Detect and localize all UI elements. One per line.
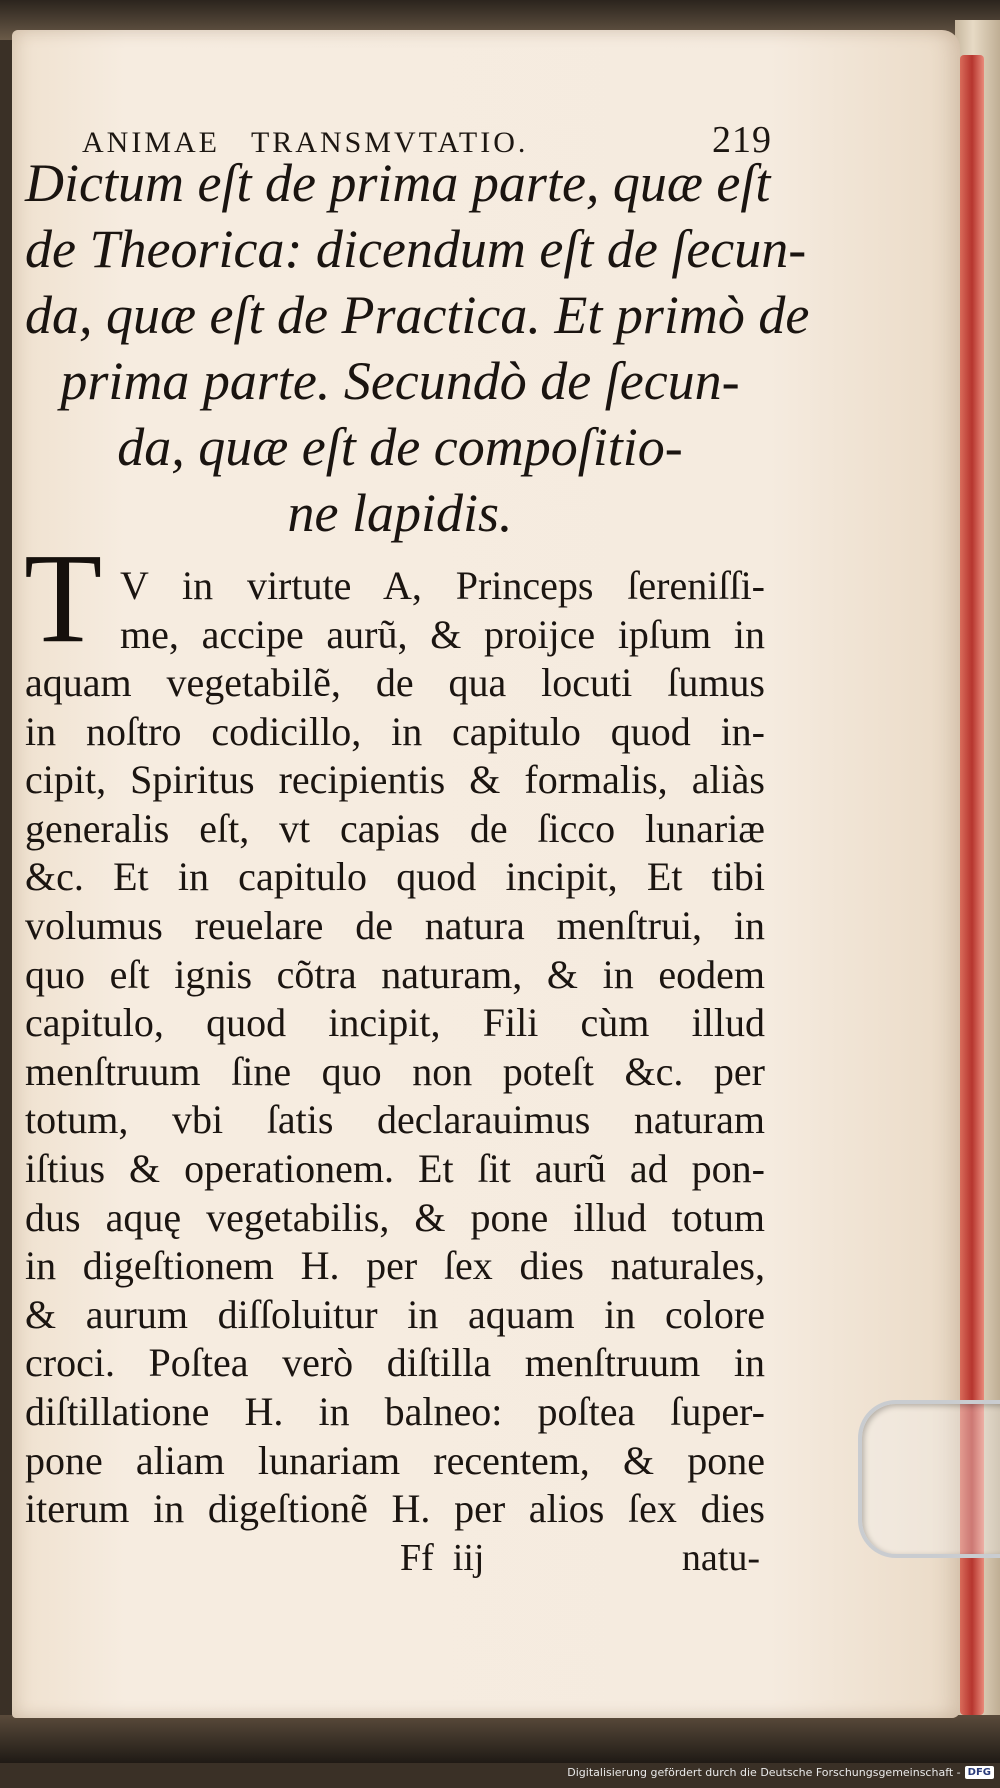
text-line: iſtius & operationem. Et ſit aurũ ad pon- [25,1145,765,1191]
running-head-title: ANIMAE TRANSMVTATIO. [82,126,529,159]
first-paragraph-lines [120,562,765,659]
heading-line: de Theorica: dicendum eſt de ſecun- [25,219,807,279]
text-line: in noſtro codicillo, in capitulo quod in- [25,708,765,754]
digitization-credit [567,1766,994,1779]
text-line: & aurum diſſoluitur in aquam in colore [25,1291,765,1337]
text-line: in digeſtionem H. per ſex dies naturales, [25,1243,765,1289]
signature-line [400,1536,760,1580]
dfg-logo: DFG [965,1766,994,1779]
heading-line: da, quæ eſt de Practica. Et primò de [25,285,810,345]
text-line: aquam vegetabilẽ, de qua locuti ſumus [25,660,765,705]
catchword: natu- [681,1537,760,1579]
bookmark-clip [858,1400,1000,1558]
text-line: iterum in digeſtionẽ H. per alios ſex dies [25,1486,765,1532]
text-line: croci. Poſtea verò diſtilla menſtruum in [25,1340,765,1386]
book-bottom-edge [0,1715,1000,1763]
text-line: quo eſt ignis cõtra naturam, & in eodem [25,951,765,997]
text-line: diſtillatione H. in balneo: poſtea ſuper- [25,1388,765,1434]
text-line: V in virtute A, Princeps ſereniſſi- [120,563,765,608]
heading-line: da, quæ eſt de compoſitio- [117,417,683,477]
text-line: cipit, Spiritus recipientis & formalis, aliàs [25,757,765,803]
text-line: menſtruum ſine quo non poteſt &c. per [25,1048,765,1094]
text-line: &c. Et in capitulo quod incipit, Et tibi [25,854,765,900]
signature-mark: Ff iij [400,1537,485,1579]
section-heading [25,150,810,546]
heading-line: ne lapidis. [287,483,513,543]
drop-cap-initial: T [24,527,103,669]
page-number: 219 [712,119,772,161]
text-line: me, accipe aurũ, & proijce ipſum in [120,611,765,657]
text-line: capitulo, quod incipit, Fili cùm illud [25,1000,765,1046]
credit-text: Digitalisierung gefördert durch die Deutsche Forschungsgemeinschaft - [567,1766,961,1779]
text-line: pone aliam lunariam recentem, & pone [25,1437,765,1483]
text-line: volumus reuelare de natura menſtrui, in [25,902,765,948]
text-line: totum, vbi ſatis declarauimus naturam [25,1097,765,1143]
text-line: dus aquę vegetabilis, & pone illud totum [25,1194,765,1240]
text-line: generalis eſt, vt capias de ſicco lunariæ [25,805,765,851]
heading-line: prima parte. Secundò de ſecun- [60,351,740,411]
heading-line: Dictum eſt de prima parte, quæ eſt [25,153,771,213]
body-text [25,659,765,1534]
